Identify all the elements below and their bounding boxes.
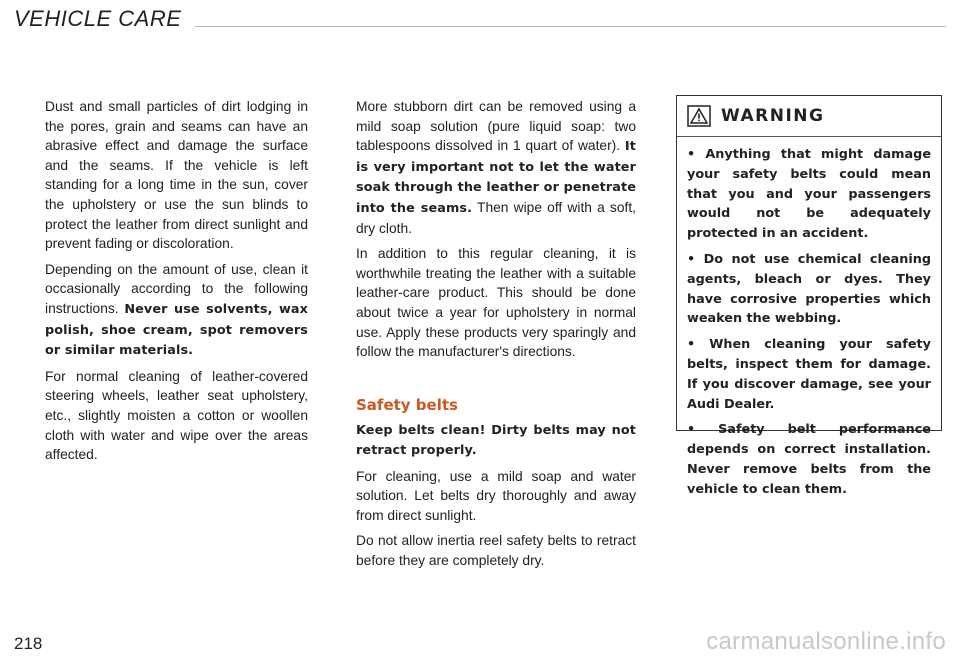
paragraph-leather-care: In addition to this regular cleaning, it is worthwhile treating the leather with a suitable leather-care product. This should be done about twice a year for upholstery in normal use. Apply these products very sparingly and follow the manufacturer's directions. — [356, 246, 636, 360]
warning-item: • Do not use chemical cleaning agents, bleach or dyes. They have corrosive properties which weaken the webbing. — [687, 251, 931, 327]
wipe-off-text: Then wipe off with a soft, dry cloth. — [356, 199, 637, 236]
cleaning-instructions-text: Depending on the amount of use, clean it occasionally according to the following instructions. — [45, 261, 308, 316]
stubborn-dirt-text: More stubborn dirt can be removed using a mild soap solution (pure liquid soap: two tablespoons dissolved in 1 quart of water). — [356, 99, 636, 154]
page-number: 218 — [14, 634, 43, 653]
paragraph-stubborn-dirt — [356, 97, 636, 238]
paragraph-leather-dust: Dust and small particles of dirt lodging in the pores, grain and seams can have an abrasive effect and damage the surface and the seams. If the vehicle is left standing for a long time in the sun, cover the upholstery or use the sun blinds to protect the leather from direct sunlight and prevent fading or discoloration. — [45, 99, 308, 252]
paragraph-belt-drying: Do not allow inertia reel safety belts to retract before they are completely dry. — [356, 533, 636, 568]
column-middle — [356, 97, 636, 576]
solvents-warning-text: Never use solvents, wax polish, shoe cream, spot removers or similar materials. — [45, 301, 308, 359]
warning-title: WARNING — [721, 106, 825, 126]
section-title-safety-belts: Safety belts — [356, 395, 458, 414]
paragraph-belt-cleaning: For cleaning, use a mild soap and water solution. Let belts dry thoroughly and away from direct sunlight. — [356, 468, 636, 523]
warning-item: • Anything that might damage your safety belts could mean that you and your passengers would not be adequately protected in an accident. — [687, 147, 931, 242]
warning-triangle-icon — [687, 105, 711, 127]
warning-item: • When cleaning your safety belts, inspect them for damage. If you discover damage, see your Audi Dealer. — [687, 337, 931, 412]
warning-header — [677, 96, 941, 137]
warning-item: • Safety belt performance depends on correct installation. Never remove belts from the vehicle to clean them. — [687, 422, 931, 497]
column-left — [45, 97, 308, 471]
warning-box — [676, 95, 942, 497]
header-rule — [195, 26, 946, 27]
watermark-text: carmanualsonline.info — [706, 628, 946, 655]
paragraph-normal-cleaning: For normal cleaning of leather-covered steering wheels, leather seat upholstery, etc., slightly moisten a cotton or woollen cloth with water and wipe over the areas affected. — [45, 368, 308, 463]
paragraph-cleaning-instructions — [45, 260, 308, 361]
section-lead-keep-belts-clean: Keep belts clean! Dirty belts may not retract properly. — [356, 423, 636, 458]
water-soak-warning-text: It is very important not to let the water soak through the leather or penetrate into the seams. — [356, 139, 636, 216]
page-header-title: VEHICLE CARE — [14, 6, 182, 31]
warning-body — [677, 137, 941, 500]
